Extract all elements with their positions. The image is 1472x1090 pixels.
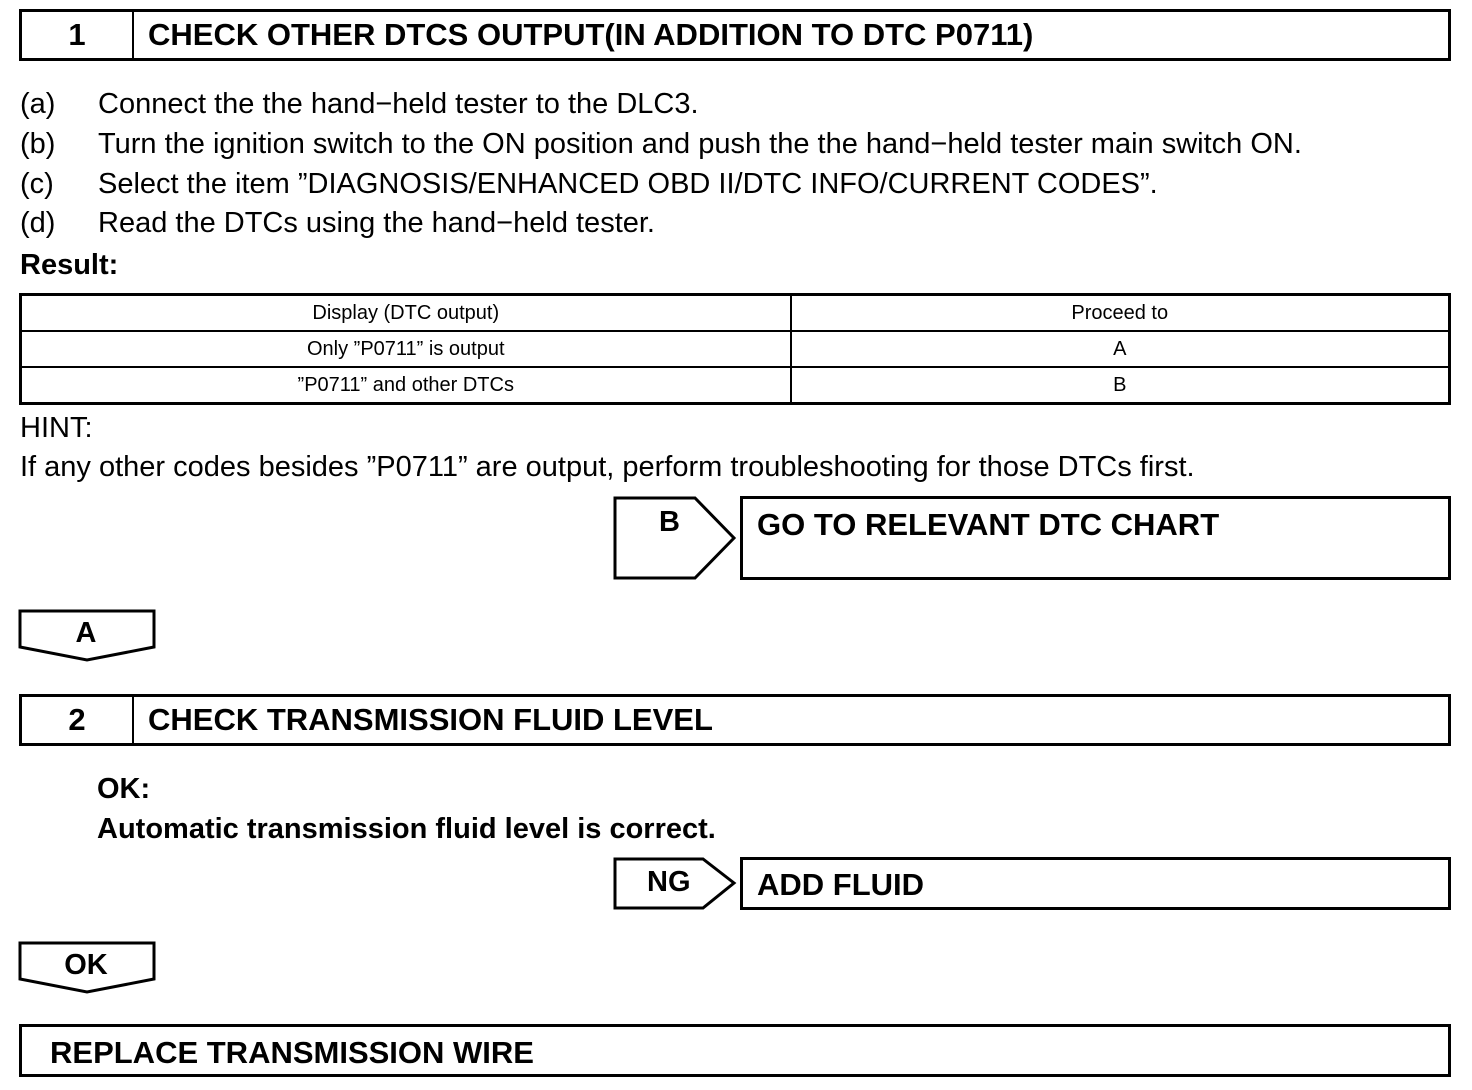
table-cell: ”P0711” and other DTCs xyxy=(21,367,791,404)
instruction-d-label: (d) xyxy=(20,207,56,239)
next-ok-label: OK xyxy=(64,949,108,981)
instruction-c-label: (c) xyxy=(20,168,54,200)
instruction-d-text: Read the DTCs using the hand−held tester. xyxy=(98,207,655,239)
instruction-c xyxy=(20,168,1158,201)
final-action-box xyxy=(19,1024,1451,1077)
final-action: REPLACE TRANSMISSION WIRE xyxy=(50,1035,534,1070)
branch-ng-arrow xyxy=(613,857,737,910)
step-2-title: CHECK TRANSMISSION FLUID LEVEL xyxy=(148,702,713,737)
instruction-a-label: (a) xyxy=(20,88,56,120)
table-header-row xyxy=(21,295,1450,332)
instruction-b-text: Turn the ignition switch to the ON position and push the the hand−held tester main switch ON. xyxy=(98,128,1302,160)
step-1-header xyxy=(19,9,1451,61)
branch-ng-label: NG xyxy=(647,866,691,898)
hint-text: If any other codes besides ”P0711” are output, perform troubleshooting for those DTCs first. xyxy=(20,451,1195,483)
ok-label: OK: xyxy=(97,773,151,805)
step-1-title: CHECK OTHER DTCS OUTPUT(IN ADDITION TO DTC P0711) xyxy=(148,17,1034,52)
instruction-a xyxy=(20,88,699,121)
branch-b-label: B xyxy=(659,506,680,538)
instruction-b xyxy=(20,128,1302,161)
next-a-label: A xyxy=(75,617,97,649)
result-table xyxy=(19,293,1451,405)
table-row xyxy=(21,367,1450,404)
ok-text: Automatic transmission fluid level is correct. xyxy=(97,813,716,845)
branch-b-action-box xyxy=(740,496,1451,580)
step-2-number: 2 xyxy=(22,697,134,743)
instruction-b-label: (b) xyxy=(20,128,56,160)
instruction-c-text: Select the item ”DIAGNOSIS/ENHANCED OBD II/DTC INFO/CURRENT CODES”. xyxy=(98,168,1158,200)
branch-b-action: GO TO RELEVANT DTC CHART xyxy=(757,507,1220,542)
table-cell: A xyxy=(791,331,1450,367)
table-header-cell: Proceed to xyxy=(791,295,1450,332)
branch-ng-action-box xyxy=(740,857,1451,910)
hint-label: HINT: xyxy=(20,412,93,444)
table-cell: Only ”P0711” is output xyxy=(21,331,791,367)
branch-b-arrow xyxy=(613,496,737,580)
next-ok-arrow xyxy=(18,941,156,994)
result-label: Result: xyxy=(20,249,119,281)
step-1-number: 1 xyxy=(22,12,134,58)
branch-ng-action: ADD FLUID xyxy=(757,867,925,902)
table-header-cell: Display (DTC output) xyxy=(21,295,791,332)
instruction-a-text: Connect the the hand−held tester to the DLC3. xyxy=(98,88,699,120)
step-2-header xyxy=(19,694,1451,746)
next-a-arrow xyxy=(18,609,156,662)
table-cell: B xyxy=(791,367,1450,404)
table-row xyxy=(21,331,1450,367)
instruction-d xyxy=(20,207,655,240)
